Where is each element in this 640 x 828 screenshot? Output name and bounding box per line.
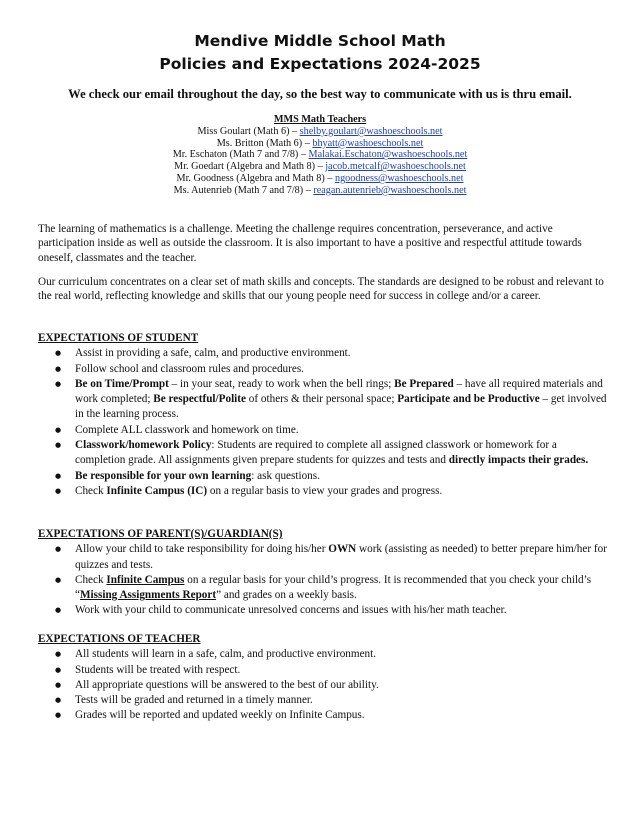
list-item: ● Grades will be reported and updated weekly on Infinite Campus. — [38, 708, 608, 723]
teacher-directory — [120, 114, 520, 197]
list-item: ● Be on Time/Prompt – in your seat, ready to work when the bell rings; Be Prepared – have all required materials and work completed; Be respectful/Polite of others & their personal space; Participate and be Productive – get involved in the learning process. — [38, 377, 608, 423]
teacher-entry: Mr. Goedart (Algebra and Math 8) – jacob.metcalf@washoeschools.net — [174, 161, 466, 173]
teacher-entry: Mr. Eschaton (Math 7 and 7/8) – Malakai.Eschaton@washoeschools.net — [172, 149, 468, 161]
list-item: ● All students will learn in a safe, calm, and productive environment. — [38, 647, 608, 662]
list-item: ● Check Infinite Campus (IC) on a regular basis to view your grades and progress. — [38, 484, 608, 499]
teacher-entry: Miss Goulart (Math 6) – shelby.goulart@washoeschools.net — [197, 125, 443, 137]
list-item: ● Classwork/homework Policy: Students are required to complete all assigned classwork or homework for a completion grade. All assignments given prepare students for quizzes and tests and directly impacts their grades. — [38, 438, 608, 469]
intro-paragraph: The learning of mathematics is a challenge. Meeting the challenge requires concentration, perseverance, and active participation inside as well as outside the classroom. It is also important to have a positive and respectful attitude towards oneself, classmates and the teacher. — [38, 223, 582, 264]
list-item: ● Work with your child to communicate unresolved concerns and issues with his/her math teacher. — [38, 603, 608, 618]
teacher-email-link[interactable]: reagan.autenrieb@washoeschools.net — [313, 184, 467, 196]
teacher-email-link[interactable]: ngoodness@washoeschools.net — [334, 172, 464, 184]
list-item: ● Students will be treated with respect. — [38, 663, 608, 678]
section-heading: EXPECTATIONS OF TEACHER — [38, 633, 201, 645]
section-heading: EXPECTATIONS OF STUDENT — [38, 332, 199, 344]
list-item: ● Allow your child to take responsibility for doing his/her OWN work (assisting as needed) to better prepare him/her for quizzes and tests. — [38, 542, 608, 573]
list-item: ● Check Infinite Campus on a regular basis for your child’s progress. It is recommended that you check your child’s “Missing Assignments Report” and grades on a weekly basis. — [38, 573, 608, 604]
list-item: ● Follow school and classroom rules and procedures. — [38, 362, 608, 377]
teacher-expectations-section — [38, 632, 608, 724]
teacher-entry: Ms. Autenrieb (Math 7 and 7/8) – reagan.autenrieb@washoeschools.net — [173, 184, 467, 196]
student-expectations-section — [38, 331, 608, 499]
teacher-entry: Ms. Britton (Math 6) – bhyatt@washoeschools.net — [216, 137, 424, 149]
teacher-email-link[interactable]: shelby.goulart@washoeschools.net — [299, 125, 443, 137]
list-item: ● Tests will be graded and returned in a timely manner. — [38, 693, 608, 708]
list-item: ● Assist in providing a safe, calm, and productive environment. — [38, 346, 608, 361]
document-subtitle: Policies and Expectations 2024-2025 — [159, 55, 481, 73]
teacher-email-link[interactable]: jacob.metcalf@washoeschools.net — [325, 161, 466, 173]
curriculum-paragraph: Our curriculum concentrates on a clear set of math skills and concepts. The standards are designed to be robust and relevant to the real world, reflecting knowledge and skills that our young people need for success in college and/or a career. — [38, 276, 604, 303]
parent-expectations-list — [38, 542, 608, 618]
teacher-directory-heading: MMS Math Teachers — [273, 114, 367, 125]
teacher-expectations-list — [38, 647, 608, 723]
document-title: Mendive Middle School Math — [194, 32, 446, 50]
teacher-email-link[interactable]: Malakai.Eschaton@washoeschools.net — [308, 149, 468, 161]
list-item: ● Complete ALL classwork and homework on time. — [38, 423, 608, 438]
teacher-entry: Mr. Goodness (Algebra and Math 8) – ngoodness@washoeschools.net — [176, 172, 464, 184]
student-expectations-list — [38, 346, 608, 499]
email-notice: We check our email throughout the day, so the best way to communicate with us is thru email. — [68, 87, 572, 101]
list-item: ● Be responsible for your own learning: ask questions. — [38, 469, 608, 484]
parent-expectations-section — [38, 527, 608, 619]
list-item: ● All appropriate questions will be answered to the best of our ability. — [38, 678, 608, 693]
section-heading: EXPECTATIONS OF PARENT(S)/GUARDIAN(S) — [38, 528, 283, 540]
teacher-email-link[interactable]: bhyatt@washoeschools.net — [312, 137, 424, 149]
